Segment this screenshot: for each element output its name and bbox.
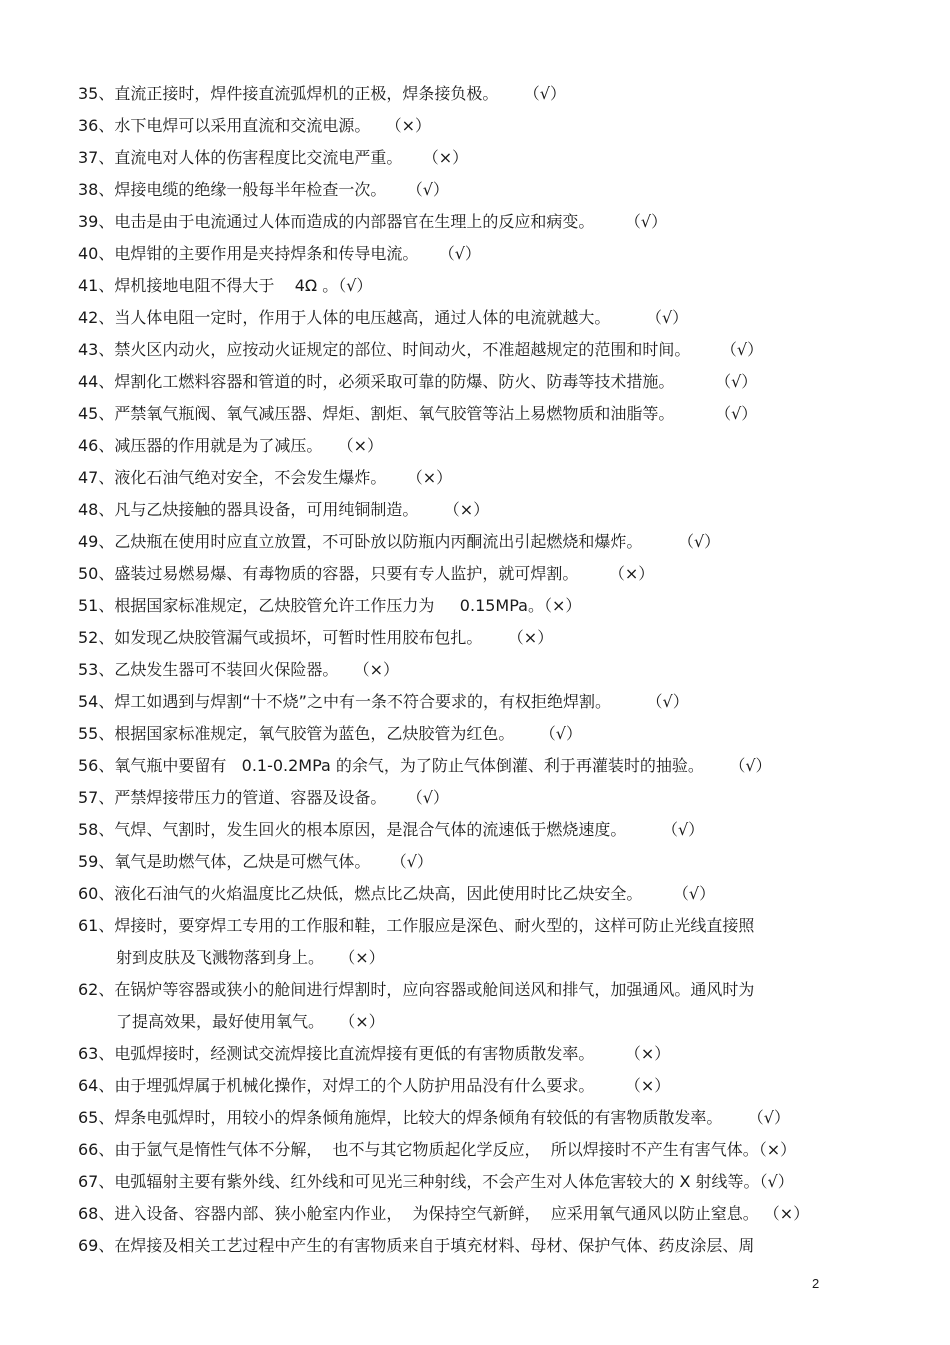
question-list xyxy=(78,78,878,1262)
question-number: 35、 xyxy=(78,84,115,103)
question-item xyxy=(78,1134,878,1166)
question-item xyxy=(78,398,878,430)
question-text: 由于埋弧焊属于机械化操作，对焊工的个人防护用品没有什么要求。 （×） xyxy=(114,1076,671,1095)
question-number: 59、 xyxy=(78,852,115,871)
question-item xyxy=(78,590,878,622)
question-item xyxy=(78,750,878,782)
question-item xyxy=(78,1198,878,1230)
question-text: 电弧辐射主要有紫外线、红外线和可见光三种射线，不会产生对人体危害较大的 X 射线等。（√） xyxy=(114,1172,794,1191)
question-text: 在焊接及相关工艺过程中产生的有害物质来自于填充材料、母材、保护气体、药皮涂层、周 xyxy=(114,1236,755,1255)
question-text: 焊割化工燃料容器和管道的时，必须采取可靠的防爆、防火、防毒等技术措施。 （√） xyxy=(114,372,758,391)
question-number: 36、 xyxy=(78,116,115,135)
question-item xyxy=(78,814,878,846)
question-item xyxy=(78,846,878,878)
question-text: 氧气是助燃气体，乙炔是可燃气体。 （√） xyxy=(114,852,433,871)
question-item xyxy=(78,1038,878,1070)
question-number: 39、 xyxy=(78,212,115,231)
question-number: 66、 xyxy=(78,1140,115,1159)
question-number: 54、 xyxy=(78,692,115,711)
question-item xyxy=(78,110,878,142)
question-number: 62、 xyxy=(78,980,115,999)
question-text: 严禁焊接带压力的管道、容器及设备。 （√） xyxy=(114,788,449,807)
question-item xyxy=(78,910,878,974)
question-item xyxy=(78,1230,878,1262)
question-item xyxy=(78,174,878,206)
question-item xyxy=(78,622,878,654)
question-text: 乙炔发生器可不装回火保险器。 （×） xyxy=(114,660,400,679)
question-item xyxy=(78,1166,878,1198)
question-item xyxy=(78,686,878,718)
question-number: 69、 xyxy=(78,1236,115,1255)
question-number: 37、 xyxy=(78,148,115,167)
question-text: 根据国家标准规定，氧气胶管为蓝色，乙炔胶管为红色。 （√） xyxy=(114,724,583,743)
question-item xyxy=(78,270,878,302)
question-item xyxy=(78,78,878,110)
question-number: 42、 xyxy=(78,308,115,327)
question-text: 气焊、气割时，发生回火的根本原因，是混合气体的流速低于燃烧速度。 （√） xyxy=(114,820,705,839)
question-item xyxy=(78,238,878,270)
question-text: 直流电对人体的伤害程度比交流电严重。 （×） xyxy=(114,148,469,167)
question-number: 38、 xyxy=(78,180,115,199)
question-text: 进入设备、容器内部、狭小舱室内作业， 为保持空气新鲜， 应采用氧气通风以防止窒息。 （×） xyxy=(114,1204,810,1223)
question-number: 44、 xyxy=(78,372,115,391)
question-text: 焊接电缆的绝缘一般每半年检查一次。 （√） xyxy=(114,180,449,199)
question-number: 46、 xyxy=(78,436,115,455)
question-item xyxy=(78,718,878,750)
question-text: 由于氩气是惰性气体不分解， 也不与其它物质起化学反应， 所以焊接时不产生有害气体。（×） xyxy=(114,1140,797,1159)
question-text: 严禁氧气瓶阀、氧气减压器、焊炬、割炬、氧气胶管等沾上易燃物质和油脂等。 （√） xyxy=(114,404,758,423)
question-item xyxy=(78,334,878,366)
question-item xyxy=(78,142,878,174)
question-text: 盛装过易燃易爆、有毒物质的容器，只要有专人监护，就可焊割。 （×） xyxy=(114,564,655,583)
question-item xyxy=(78,654,878,686)
question-text: 减压器的作用就是为了减压。 （×） xyxy=(114,436,384,455)
question-number: 40、 xyxy=(78,244,115,263)
question-text: 在锅炉等容器或狭小的舱间进行焊割时，应向容器或舱间送风和排气，加强通风。通风时为 xyxy=(114,980,755,999)
question-text: 凡与乙炔接触的器具设备，可用纯铜制造。 （×） xyxy=(114,500,490,519)
question-number: 60、 xyxy=(78,884,115,903)
question-item xyxy=(78,462,878,494)
question-text: 焊接时，要穿焊工专用的工作服和鞋，工作服应是深色、耐火型的，这样可防止光线直接照 xyxy=(114,916,755,935)
question-text: 直流正接时，焊件接直流弧焊机的正极，焊条接负极。 （√） xyxy=(114,84,567,103)
question-number: 58、 xyxy=(78,820,115,839)
question-text-continuation: 射到皮肤及飞溅物落到身上。 （×） xyxy=(116,948,385,967)
question-item xyxy=(78,494,878,526)
question-number: 47、 xyxy=(78,468,115,487)
question-number: 41、 xyxy=(78,276,115,295)
question-number: 48、 xyxy=(78,500,115,519)
question-text: 焊工如遇到与焊割“十不烧”之中有一条不符合要求的，有权拒绝焊割。 （√） xyxy=(114,692,689,711)
question-item xyxy=(78,782,878,814)
question-item xyxy=(78,974,878,1038)
question-number: 63、 xyxy=(78,1044,115,1063)
question-number: 67、 xyxy=(78,1172,115,1191)
page-number: 2 xyxy=(812,1276,820,1291)
question-number: 53、 xyxy=(78,660,115,679)
question-number: 56、 xyxy=(78,756,115,775)
question-text: 氧气瓶中要留有 0.1-0.2MPa 的余气，为了防止气体倒灌、利于再灌装时的抽验。 （√） xyxy=(114,756,772,775)
question-text: 电弧焊接时，经测试交流焊接比直流焊接有更低的有害物质散发率。 （×） xyxy=(114,1044,671,1063)
question-number: 49、 xyxy=(78,532,115,551)
question-text: 液化石油气的火焰温度比乙炔低，燃点比乙炔高，因此使用时比乙炔安全。 （√） xyxy=(114,884,716,903)
question-text: 如发现乙炔胶管漏气或损坏，可暂时性用胶布包扎。 （×） xyxy=(114,628,554,647)
question-number: 68、 xyxy=(78,1204,115,1223)
question-text: 禁火区内动火，应按动火证规定的部位、时间动火，不准超越规定的范围和时间。 （√） xyxy=(114,340,764,359)
question-item xyxy=(78,206,878,238)
question-number: 57、 xyxy=(78,788,115,807)
question-text-continuation: 了提高效果，最好使用氧气。 （×） xyxy=(116,1012,385,1031)
question-text: 液化石油气绝对安全，不会发生爆炸。 （×） xyxy=(114,468,453,487)
question-number: 43、 xyxy=(78,340,115,359)
question-text: 水下电焊可以采用直流和交流电源。 （×） xyxy=(114,116,432,135)
question-item xyxy=(78,558,878,590)
question-number: 50、 xyxy=(78,564,115,583)
question-text: 当人体电阻一定时，作用于人体的电压越高，通过人体的电流就越大。 （√） xyxy=(114,308,689,327)
question-item xyxy=(78,302,878,334)
question-item xyxy=(78,1102,878,1134)
question-item xyxy=(78,1070,878,1102)
question-text: 乙炔瓶在使用时应直立放置，不可卧放以防瓶内丙酮流出引起燃烧和爆炸。 （√） xyxy=(114,532,721,551)
question-number: 61、 xyxy=(78,916,115,935)
question-item xyxy=(78,430,878,462)
question-number: 65、 xyxy=(78,1108,115,1127)
question-number: 45、 xyxy=(78,404,115,423)
question-item xyxy=(78,526,878,558)
question-number: 64、 xyxy=(78,1076,115,1095)
question-text: 电击是由于电流通过人体而造成的内部器官在生理上的反应和病变。 （√） xyxy=(114,212,668,231)
question-number: 55、 xyxy=(78,724,115,743)
question-text: 焊机接地电阻不得大于 4Ω 。（√） xyxy=(114,276,373,295)
question-number: 51、 xyxy=(78,596,115,615)
question-text: 电焊钳的主要作用是夹持焊条和传导电流。 （√） xyxy=(114,244,481,263)
question-item xyxy=(78,366,878,398)
question-number: 52、 xyxy=(78,628,115,647)
question-text: 焊条电弧焊时，用较小的焊条倾角施焊，比较大的焊条倾角有较低的有害物质散发率。 （√） xyxy=(114,1108,791,1127)
question-text: 根据国家标准规定，乙炔胶管允许工作压力为 0.15MPa。（×） xyxy=(114,596,582,615)
question-item xyxy=(78,878,878,910)
